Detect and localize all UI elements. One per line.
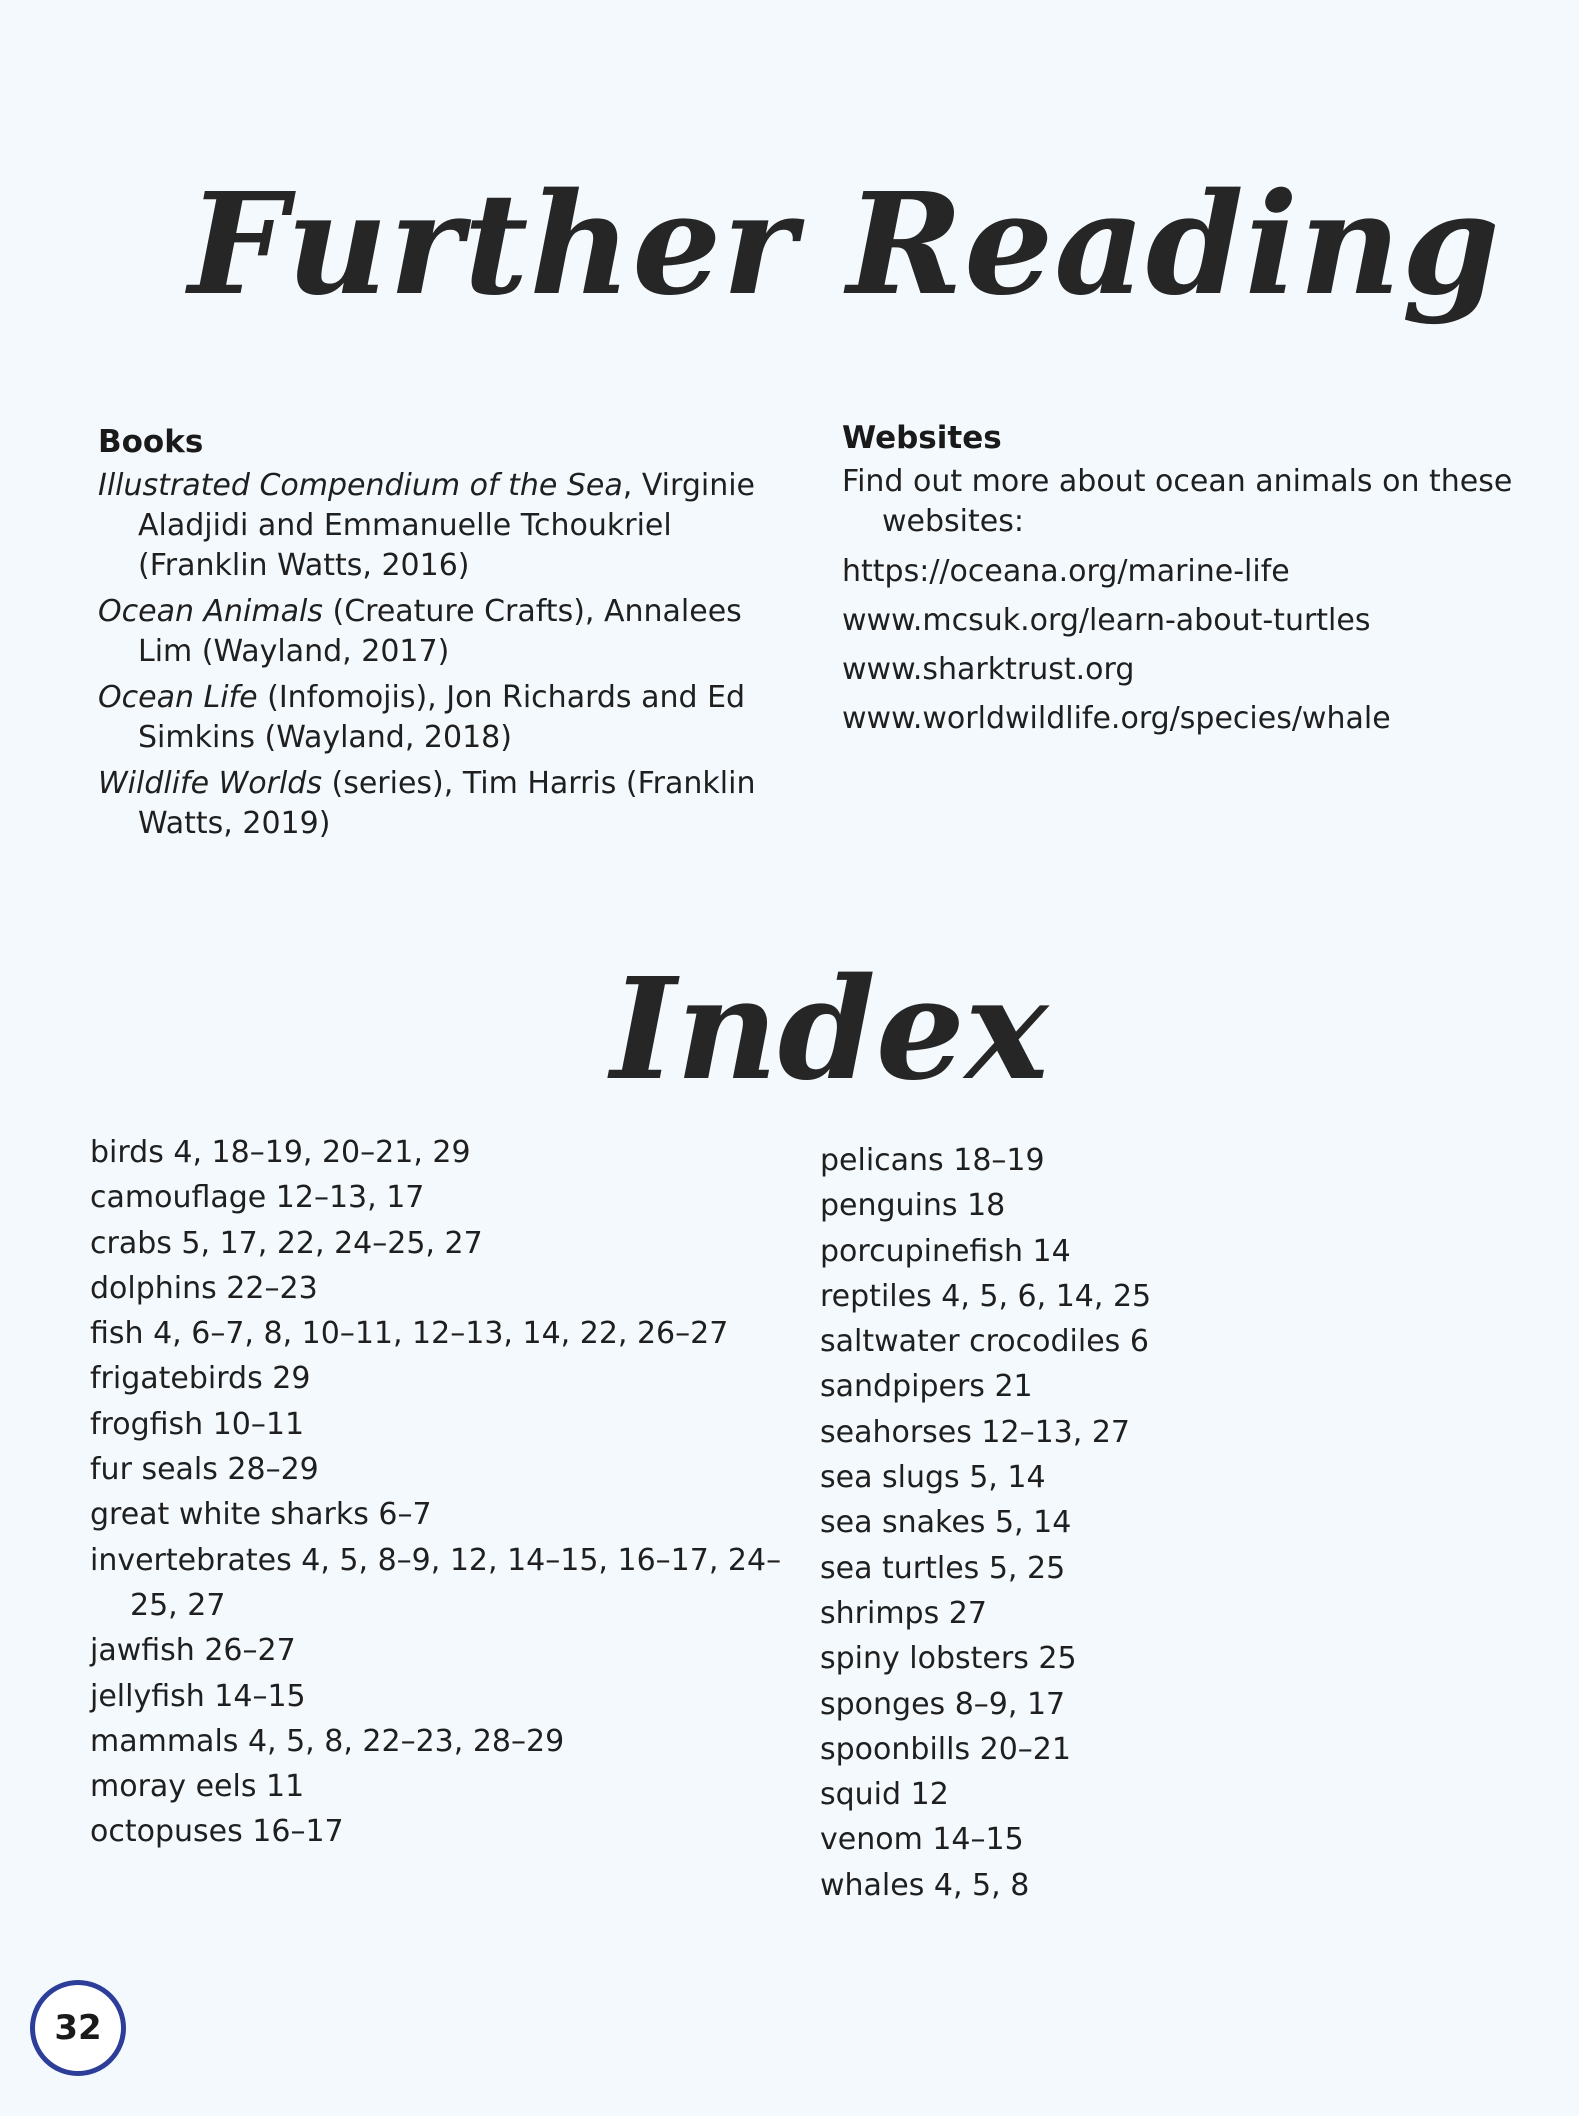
index-entry: frogfish 10–11 <box>90 1406 305 1442</box>
index-entry: reptiles 4, 5, 6, 14, 25 <box>820 1278 1152 1314</box>
index-entry: frigatebirds 29 <box>90 1361 311 1397</box>
books-section <box>98 418 798 850</box>
index-entry: shrimps 27 <box>820 1595 987 1631</box>
index-entry: fish 4, 6–7, 8, 10–11, 12–13, 14, 22, 26–27 <box>90 1316 729 1352</box>
index-entry: moray eels 11 <box>90 1769 305 1805</box>
websites-heading: Websites <box>842 420 1002 456</box>
index-entry: jawfish 26–27 <box>90 1633 296 1669</box>
website-link[interactable]: www.mcsuk.org/learn-about-turtles <box>842 603 1371 638</box>
index-column-right <box>820 1138 1520 1908</box>
index-entry: mammals 4, 5, 8, 22–23, 28–29 <box>90 1723 565 1759</box>
index-entry: sea snakes 5, 14 <box>820 1505 1072 1541</box>
index-entry: crabs 5, 17, 22, 24–25, 27 <box>90 1225 483 1261</box>
book-title: Illustrated Compendium of the Sea <box>98 468 623 503</box>
further-reading-title: Further Reading <box>188 163 1501 327</box>
index-entry: jellyfish 14–15 <box>90 1678 306 1714</box>
index-column-left <box>90 1130 810 1855</box>
index-entry: whales 4, 5, 8 <box>820 1867 1030 1903</box>
index-entry: pelicans 18–19 <box>820 1143 1045 1178</box>
book-details: (series), Tim Harris (Franklin Watts, 2019) <box>138 766 756 841</box>
index-entry: invertebrates 4, 5, 8–9, 12, 14–15, 16–17, 24–25, 27 <box>90 1542 782 1623</box>
index-entry: saltwater crocodiles 6 <box>820 1324 1149 1360</box>
website-link[interactable]: https://oceana.org/marine-life <box>842 554 1290 589</box>
index-entry: sea slugs 5, 14 <box>820 1460 1046 1496</box>
index-entry: seahorses 12–13, 27 <box>820 1414 1131 1450</box>
book-details: (Creature Crafts), Annalees Lim (Wayland, 2017) <box>138 594 742 669</box>
index-entry: porcupinefish 14 <box>820 1233 1071 1269</box>
index-entry: spiny lobsters 25 <box>820 1641 1077 1677</box>
page-number-badge <box>30 1980 126 2076</box>
index-entry: venom 14–15 <box>820 1822 1024 1858</box>
index-entry: fur seals 28–29 <box>90 1452 319 1488</box>
books-heading: Books <box>98 424 204 460</box>
index-entry: octopuses 16–17 <box>90 1814 344 1850</box>
index-entry: spoonbills 20–21 <box>820 1731 1071 1767</box>
book-title: Ocean Animals <box>98 594 323 629</box>
book-item <box>98 678 798 758</box>
book-item <box>98 466 798 586</box>
website-link[interactable]: www.sharktrust.org <box>842 652 1135 687</box>
index-entry: dolphins 22–23 <box>90 1270 318 1306</box>
book-title: Wildlife Worlds <box>98 766 322 801</box>
websites-section <box>842 414 1542 748</box>
index-entry: birds 4, 18–19, 20–21, 29 <box>90 1135 471 1170</box>
index-entry: great white sharks 6–7 <box>90 1497 432 1533</box>
website-link[interactable]: www.worldwildlife.org/species/whale <box>842 701 1391 736</box>
index-entry: penguins 18 <box>820 1188 1006 1224</box>
websites-intro: Find out more about ocean animals on these websites: <box>842 464 1513 539</box>
index-title: Index <box>610 948 1049 1112</box>
index-entry: sandpipers 21 <box>820 1369 1033 1405</box>
index-entry: squid 12 <box>820 1777 949 1813</box>
book-item <box>98 764 798 844</box>
index-entry: sponges 8–9, 17 <box>820 1686 1066 1722</box>
book-details: , Virginie Aladjidi and Emmanuelle Tchoukriel (Franklin Watts, 2016) <box>138 468 756 583</box>
book-title: Ocean Life <box>98 680 258 715</box>
index-entry: sea turtles 5, 25 <box>820 1550 1066 1586</box>
index-entry: camouflage 12–13, 17 <box>90 1180 425 1216</box>
book-details: (Infomojis), Jon Richards and Ed Simkins (Wayland, 2018) <box>138 680 746 755</box>
book-item <box>98 592 798 672</box>
page-number: 32 <box>54 2008 102 2048</box>
